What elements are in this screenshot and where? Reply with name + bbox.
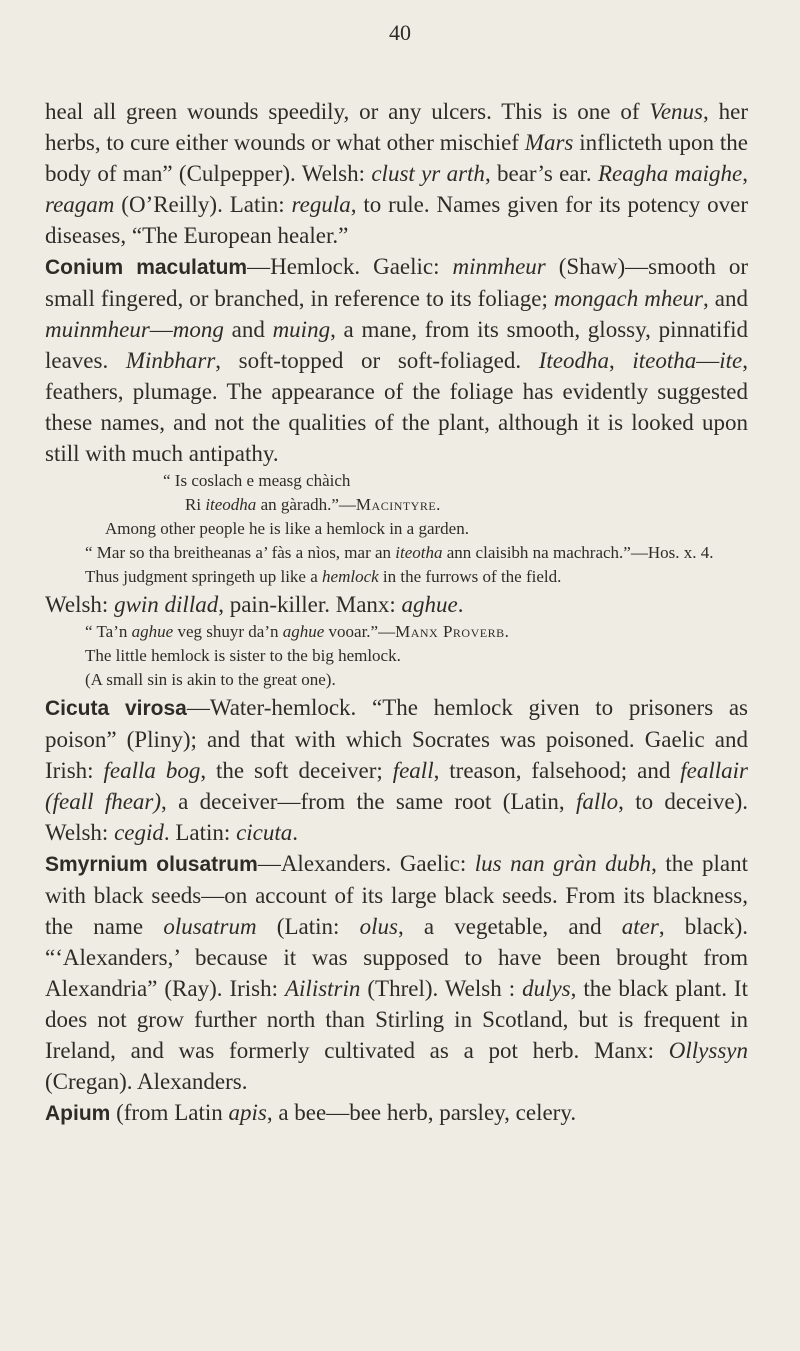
quote-translation: The little hemlock is sister to the big hemlock. bbox=[85, 646, 401, 665]
genus-name: Apium bbox=[45, 1102, 111, 1125]
entry-smyrnium: Smyrnium olusatrum—Alexanders. Gaelic: lus nan gràn dubh, the plant with black seeds—on account of its large black seeds. From its blackness, the name olusatrum (Latin: olus, a vegetable, and ater, black). “‘Alexanders,’ because it was supposed to have been brought from Alexandria” (Ray). Irish: Ailistrin (Threl). Welsh : dulys, the black plant. It does not grow further north than Stirling in Scotland, but is frequent in Ireland, and was formerly cultivated as a pot herb. Manx: Ollyssyn (Cregan). Alexanders. bbox=[45, 851, 749, 1094]
quote-line: “ Is coslach e measg chàich bbox=[163, 471, 351, 490]
welsh-manx-line: Welsh: gwin dillad, pain-killer. Manx: aghue. bbox=[45, 592, 464, 617]
quote-line: “ Ta’n aghue veg shuyr da’n aghue vooar.”—Manx Proverb. bbox=[85, 622, 510, 641]
paragraph-continuation: heal all green wounds speedily, or any ulcers. This is one of Venus, her herbs, to cure either wounds or what other mischief Mars inflicteth upon the body of man” (Culpepper). Welsh: clust yr arth, bear’s ear. Reagha maighe, reagam (O’Reilly). Latin: regula, to rule. Names given for its potency over diseases, “The European healer.” bbox=[45, 99, 749, 248]
genus-name: Smyrnium olusatrum bbox=[45, 853, 258, 876]
quote-line-hosea: “ Mar so tha breitheanas a’ fàs a nìos, mar an iteotha ann claisibh na machrach.”—Hos. x. 4. bbox=[85, 543, 714, 562]
quote-translation: Thus judgment springeth up like a hemlock in the furrows of the field. bbox=[85, 567, 562, 586]
quote-line: Ri iteodha an gàradh.”—Macintyre. bbox=[185, 495, 441, 514]
quote-block-manx-proverb bbox=[45, 620, 748, 692]
genus-name: Conium maculatum bbox=[45, 256, 248, 279]
page-number: 40 bbox=[389, 20, 411, 45]
quote-translation: Among other people he is like a hemlock in a garden. bbox=[105, 519, 469, 538]
page-content bbox=[45, 96, 748, 1129]
entry-cicuta: Cicuta virosa—Water-hemlock. “The hemlock given to prisoners as poison” (Pliny); and that with which Socrates was poisoned. Gaelic and Irish: fealla bog, the soft deceiver; feall, treason, falsehood; and feallair (feall fhear), a deceiver—from the same root (Latin, fallo, to deceive). Welsh: cegid. Latin: cicuta. bbox=[45, 695, 749, 845]
quote-translation: (A small sin is akin to the great one). bbox=[85, 670, 336, 689]
entry-conium: Conium maculatum—Hemlock. Gaelic: minmheur (Shaw)—smooth or small fingered, or branched, in reference to its foliage; mongach mheur, and muinmheur—mong and muing, a mane, from its smooth, glossy, pinnatifid leaves. Minbharr, soft-topped or soft-foliaged. Iteodha, iteotha—ite, feathers, plumage. The appearance of the foliage has evidently suggested these names, and not the qualities of the plant, although it is looked upon still with much antipathy. bbox=[45, 254, 749, 466]
quote-block-macintyre bbox=[45, 469, 748, 589]
genus-name: Cicuta virosa bbox=[45, 697, 187, 720]
entry-apium: Apium (from Latin apis, a bee—bee herb, parsley, celery. bbox=[45, 1100, 577, 1125]
